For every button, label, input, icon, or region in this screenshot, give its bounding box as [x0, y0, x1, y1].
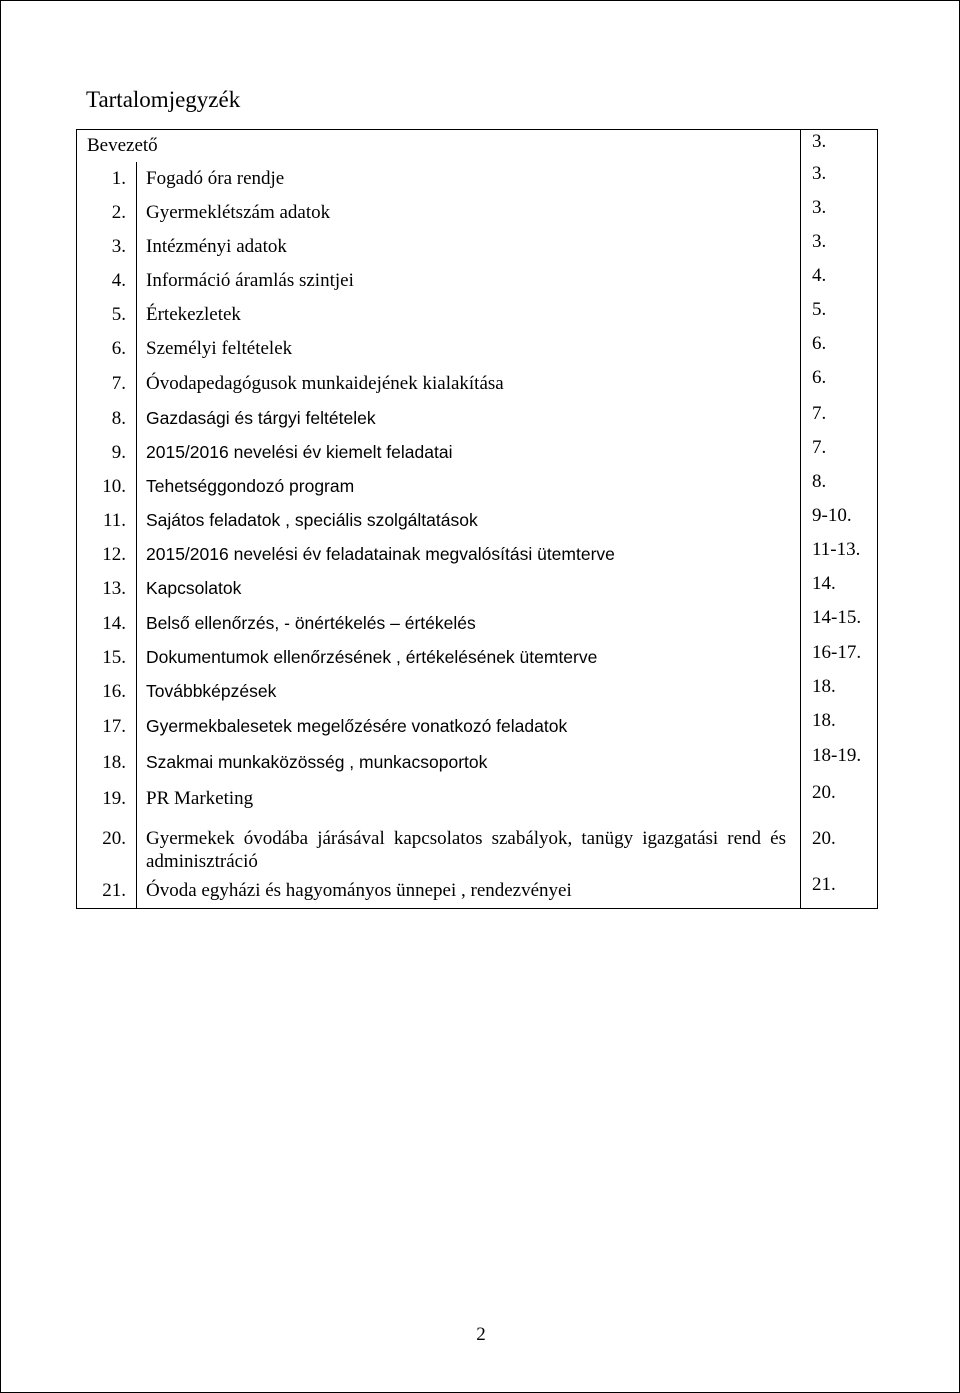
toc-intro-page: 3. [812, 131, 827, 152]
toc-intro-title: Bevezető [77, 130, 801, 162]
toc-row-number: 15. [77, 641, 137, 675]
toc-row-page: 18. [812, 709, 836, 731]
toc-row-title: Szakmai munkaközösség , munkacsoportok [137, 744, 801, 781]
toc-row [77, 675, 878, 709]
toc-row [77, 196, 878, 230]
toc-row-number: 6. [77, 332, 137, 366]
toc-row [77, 744, 878, 781]
toc-row-number: 4. [77, 264, 137, 298]
toc-row [77, 817, 878, 873]
toc-row [77, 402, 878, 436]
toc-row-title: Óvoda egyházi és hagyományos ünnepei , rendezvényei [137, 873, 801, 909]
toc-row-number: 21. [77, 873, 137, 909]
toc-row-number: 11. [77, 504, 137, 538]
toc-row-page: 3. [812, 196, 827, 218]
toc-row-number: 2. [77, 196, 137, 230]
toc-table [76, 129, 878, 909]
toc-row-title: Információ áramlás szintjei [137, 264, 801, 298]
toc-row-number: 3. [77, 230, 137, 264]
toc-row-title: Továbbképzések [137, 675, 801, 709]
toc-row-page: 4. [812, 264, 827, 286]
toc-row-number: 5. [77, 298, 137, 332]
toc-row-title: Sajátos feladatok , speciális szolgáltatások [137, 504, 801, 538]
toc-row-page: 6. [812, 366, 827, 388]
toc-row [77, 781, 878, 817]
toc-row-title: Kapcsolatok [137, 572, 801, 606]
toc-row-title: PR Marketing [137, 781, 801, 817]
toc-row-title: Óvodapedagógusok munkaidejének kialakítása [137, 366, 801, 402]
toc-row [77, 504, 878, 538]
toc-row [77, 572, 878, 606]
toc-row-number: 20. [77, 817, 137, 873]
toc-row [77, 641, 878, 675]
toc-row [77, 366, 878, 402]
toc-row-title: Személyi feltételek [137, 332, 801, 366]
toc-row [77, 436, 878, 470]
toc-row-page: 6. [812, 332, 827, 354]
toc-row-title: Tehetséggondozó program [137, 470, 801, 504]
toc-row [77, 298, 878, 332]
toc-row-page: 16-17. [812, 641, 862, 663]
toc-row-title: Dokumentumok ellenőrzésének , értékelésének ütemterve [137, 641, 801, 675]
toc-row-page: 14-15. [812, 606, 862, 628]
toc-row-number: 16. [77, 675, 137, 709]
toc-row-title: Belső ellenőrzés, - önértékelés – értékelés [137, 606, 801, 641]
toc-row-number: 1. [77, 162, 137, 196]
toc-row [77, 606, 878, 641]
toc-row-title: Gyermeklétszám adatok [137, 196, 801, 230]
toc-row-intro [77, 130, 878, 162]
toc-row-page: 8. [812, 470, 827, 492]
toc-row-page: 21. [812, 873, 836, 895]
toc-row-title: Gazdasági és tárgyi feltételek [137, 402, 801, 436]
toc-row-title: Gyermekek óvodába járásával kapcsolatos szabályok, tanügy igazgatási rend és adminisztráció [137, 817, 801, 873]
toc-row [77, 264, 878, 298]
toc-row-title: Értekezletek [137, 298, 801, 332]
toc-row-number: 19. [77, 781, 137, 817]
toc-row-title: Fogadó óra rendje [137, 162, 801, 196]
toc-row-title: 2015/2016 nevelési év kiemelt feladatai [137, 436, 801, 470]
toc-row-title: Gyermekbalesetek megelőzésére vonatkozó feladatok [137, 709, 801, 744]
toc-row [77, 709, 878, 744]
toc-row-title: 2015/2016 nevelési év feladatainak megvalósítási ütemterve [137, 538, 801, 572]
toc-row [77, 332, 878, 366]
toc-row-page: 9-10. [812, 504, 852, 526]
toc-row-page: 5. [812, 298, 827, 320]
page-number: 2 [476, 1324, 486, 1345]
toc-row-page: 11-13. [812, 538, 861, 560]
toc-row [77, 470, 878, 504]
toc-row-number: 7. [77, 366, 137, 402]
toc-row-page: 3. [812, 230, 827, 252]
toc-row-number: 8. [77, 402, 137, 436]
toc-row-number: 14. [77, 606, 137, 641]
toc-row-number: 9. [77, 436, 137, 470]
toc-row-page: 18. [812, 675, 836, 697]
toc-row-number: 12. [77, 538, 137, 572]
toc-row [77, 538, 878, 572]
toc-row-page: 20. [812, 781, 836, 803]
toc-row-page: 3. [812, 162, 827, 184]
toc-row [77, 162, 878, 196]
toc-row-number: 13. [77, 572, 137, 606]
toc-row-page: 7. [812, 402, 827, 424]
toc-row [77, 230, 878, 264]
toc-row-number: 17. [77, 709, 137, 744]
toc-row-number: 18. [77, 744, 137, 781]
toc-row-page: 7. [812, 436, 827, 458]
toc-row [77, 873, 878, 909]
toc-heading: Tartalomjegyzék [86, 87, 241, 112]
toc-row-page: 18-19. [812, 744, 862, 766]
toc-row-page: 14. [812, 572, 836, 594]
toc-row-title: Intézményi adatok [137, 230, 801, 264]
toc-row-number: 10. [77, 470, 137, 504]
toc-row-page: 20. [812, 827, 836, 849]
